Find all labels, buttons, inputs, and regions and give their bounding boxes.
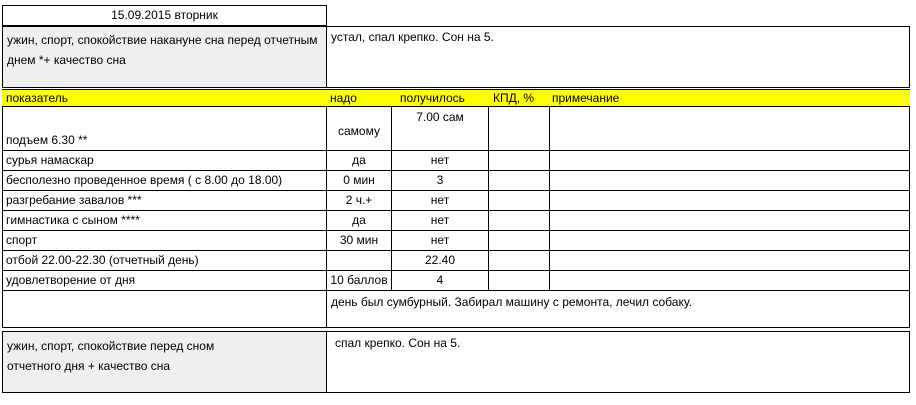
row-0-got[interactable]: 7.00 сам [416, 110, 464, 124]
row-5-got[interactable]: нет [430, 233, 450, 247]
row-7-need[interactable]: 10 баллов [330, 273, 388, 287]
before-sleep-note: устал, спал крепко. Сон на 5. [331, 30, 494, 44]
row-1-got[interactable]: нет [430, 153, 450, 167]
after-sleep-label-line2: отчетного дня + качество сна [7, 359, 171, 373]
row-1-need[interactable]: да [352, 153, 366, 167]
date-cell[interactable] [2, 5, 327, 26]
row-2-got[interactable]: 3 [436, 173, 444, 187]
before-sleep-note-cell[interactable] [326, 26, 910, 88]
row-0-name[interactable]: подъем 6.30 ** [6, 133, 88, 147]
row-7-got[interactable]: 4 [436, 273, 444, 287]
row-6-name[interactable]: отбой 22.00-22.30 (отчетный день) [6, 253, 199, 267]
after-sleep-label-cell[interactable] [2, 331, 327, 393]
row-5-name[interactable]: спорт [6, 233, 38, 247]
after-sleep-note-cell[interactable] [326, 331, 910, 393]
row-7-name[interactable]: удовлетворение от дня [6, 273, 136, 287]
row-4-need[interactable]: да [352, 213, 366, 227]
header-need[interactable]: надо [330, 91, 357, 105]
day-note-left-cell[interactable] [2, 290, 327, 328]
date-text: 15.09.2015 вторник [111, 8, 218, 22]
after-sleep-note: спал крепко. Сон на 5. [335, 336, 461, 350]
before-sleep-label-cell[interactable] [2, 26, 327, 88]
row-3-name[interactable]: разгребание завалов *** [6, 193, 142, 207]
after-sleep-label-line1: ужин, спорт, спокойствие перед сном [7, 339, 215, 353]
row-4-got[interactable]: нет [430, 213, 450, 227]
row-2-need[interactable]: 0 мин [343, 173, 375, 187]
row-5-need[interactable]: 30 мин [339, 233, 379, 247]
header-got[interactable]: получилось [400, 91, 465, 105]
row-6-got[interactable]: 22.40 [424, 253, 456, 267]
header-note[interactable]: примечание [552, 91, 620, 105]
day-note-cell[interactable] [326, 290, 910, 328]
header-indicator[interactable]: показатель [6, 91, 69, 105]
row-1-name[interactable]: сурья намаскар [6, 153, 94, 167]
header-kpd[interactable]: КПД, % [493, 91, 535, 105]
row-3-need[interactable]: 2 ч.+ [345, 193, 373, 207]
day-note-text: день был сумбурный. Забирал машину с ремонта, лечил собаку. [331, 295, 692, 309]
before-sleep-label: ужин, спорт, спокойствие накануне сна перед отчетным днем *+ качество сна [7, 33, 318, 67]
row-2-name[interactable]: бесполезно проведенное время ( с 8.00 до 18.00) [6, 173, 283, 187]
row-4-name[interactable]: гимнастика с сыном **** [6, 213, 140, 227]
row-3-got[interactable]: нет [430, 193, 450, 207]
row-0-need[interactable]: самому [338, 124, 380, 138]
